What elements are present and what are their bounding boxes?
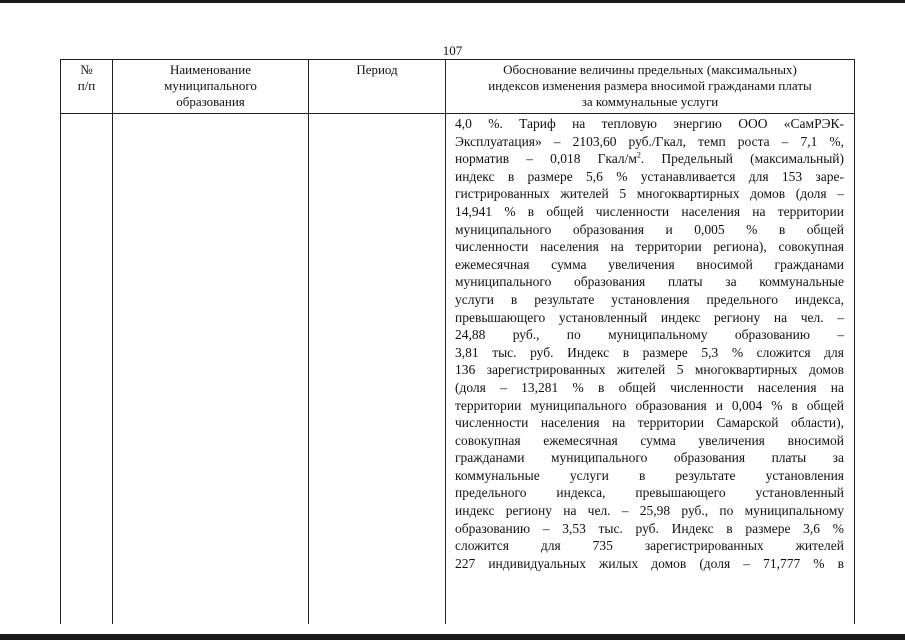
text-line-19: совокупная ежемесячная сумма увеличения вносимой — [455, 432, 844, 448]
header-number — [61, 60, 113, 114]
header-municipality-line-3: образования — [176, 94, 245, 109]
text-line-26: 227 индивидуальных жилых домов (доля – 71,777 % в — [455, 555, 844, 571]
scan-bottom-edge — [0, 634, 905, 640]
text-line-24: образованию – 3,53 тыс. руб. Индекс в размере 3,6 % — [455, 520, 844, 536]
table-row — [61, 114, 855, 625]
header-justification-line-3: за коммунальные услуги — [581, 94, 719, 109]
text-line-13: 24,88 руб., по муниципальному образованию – — [455, 327, 844, 343]
page-number: 107 — [442, 43, 463, 58]
text-line-15: 136 зарегистрированных жителей 5 многоквартирных домов — [455, 362, 844, 378]
header-municipality-line-1: Наименование — [170, 62, 251, 77]
cell-period — [309, 114, 446, 625]
text-line-10: муниципального образования платы за коммунальные — [455, 274, 844, 290]
text-line-16: (доля – 13,281 % в общей численности населения на — [455, 379, 844, 395]
header-justification — [446, 60, 855, 114]
text-line-20: гражданами муниципального образования платы за — [455, 450, 844, 466]
header-municipality-line-2: муниципального — [164, 78, 257, 93]
text-line-8: численности населения на территории региона), совокупная — [455, 239, 844, 255]
text-line-4: индекс в размере 5,6 % устанавливается для 153 заре- — [455, 168, 844, 184]
justification-text — [446, 114, 854, 572]
text-line-11: услуги в результате установления предельного индекса, — [455, 291, 844, 307]
text-line-6: 14,941 % в общей численности населения на территории — [455, 203, 844, 219]
text-line-12: превышающего установленный индекс региону на чел. – — [455, 309, 844, 325]
cell-municipality — [113, 114, 309, 625]
text-line-25: сложится для 735 зарегистрированных жителей — [455, 538, 844, 554]
text-line-3-head: норматив – 0,018 Гкал/м — [455, 151, 637, 167]
text-line-3-tail: . Предельный (максимальный) — [640, 151, 844, 167]
cell-number — [61, 114, 113, 625]
text-line-1: 4,0 %. Тариф на тепловую энергию ООО «СамРЭК- — [455, 116, 844, 131]
header-municipality — [113, 60, 309, 114]
tariff-table — [60, 59, 855, 624]
header-number-line-1: № — [80, 62, 93, 77]
scan-top-edge — [0, 0, 905, 3]
text-line-9: ежемесячная сумма увеличения вносимой гражданами — [455, 256, 844, 272]
text-line-17: территории муниципального образования и 0,004 % в общей — [455, 397, 844, 413]
text-line-3-superscript: 2 — [636, 150, 641, 160]
header-justification-line-1: Обоснование величины предельных (максимальных) — [503, 62, 797, 77]
text-line-3 — [455, 150, 844, 168]
text-line-7: муниципального образования и 0,005 % в общей — [455, 221, 844, 237]
text-line-2: Эксплуатация» – 2103,60 руб./Гкал, темп роста – 7,1 %, — [455, 133, 844, 149]
header-period — [309, 60, 446, 114]
header-justification-line-2: индексов изменения размера вносимой гражданами платы — [488, 78, 812, 93]
text-line-23: индекс региону на чел. – 25,98 руб., по муниципальному — [455, 503, 844, 519]
text-line-14: 3,81 тыс. руб. Индекс в размере 5,3 % сложится для — [455, 344, 844, 360]
text-line-5: гистрированных жителей 5 многоквартирных домов (доля – — [455, 186, 844, 202]
table-header-row — [61, 60, 855, 114]
cell-justification — [446, 114, 855, 625]
header-period-label: Период — [356, 62, 398, 77]
text-line-22: предельного индекса, превышающего установленный — [455, 485, 844, 501]
text-line-21: коммунальные услуги в результате установления — [455, 467, 844, 483]
text-line-18: численности населения на территории Самарской области), — [455, 415, 844, 431]
header-number-line-2: п/п — [77, 78, 96, 93]
